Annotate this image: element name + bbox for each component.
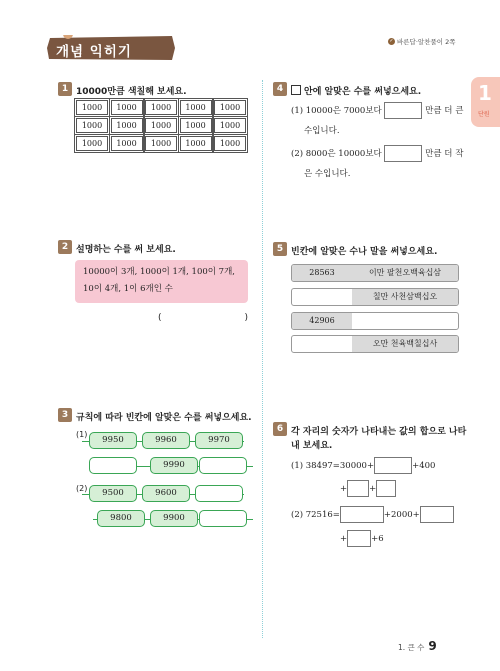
question-3-text: 규칙에 따라 빈칸에 알맞은 수를 써넣으세요. — [76, 413, 252, 423]
question-number-4: 4 — [273, 82, 287, 96]
number-answer-cell[interactable] — [292, 289, 352, 305]
column-divider — [262, 80, 263, 638]
question-number-3: 3 — [58, 408, 72, 422]
word-answer-cell[interactable] — [352, 313, 458, 329]
q2-line-1: 10000이 3개, 1000이 1개, 100이 7개, — [83, 267, 236, 277]
grid-cell[interactable]: 1000 — [111, 100, 143, 115]
q5-row — [291, 288, 459, 306]
q2-answer-blank[interactable] — [158, 313, 248, 323]
q5-row — [291, 335, 459, 353]
chain-1-label: (1) — [76, 430, 88, 439]
grid-cell[interactable]: 1000 — [111, 118, 143, 133]
grid-cell[interactable]: 1000 — [180, 136, 212, 151]
grid-cell[interactable]: 1000 — [145, 136, 177, 151]
grid-cell[interactable]: 1000 — [145, 118, 177, 133]
grid-cell[interactable]: 1000 — [145, 100, 177, 115]
q6-item-1-suffix: +400 — [412, 460, 436, 471]
q4-item-1-cont: 수입니다. — [304, 126, 340, 136]
page-footer — [398, 639, 437, 653]
grid-cell[interactable]: 1000 — [214, 118, 246, 133]
q6-item-1-prefix: (1) 38497=30000+ — [291, 460, 375, 471]
answer-box[interactable] — [199, 457, 247, 474]
question-number-5: 5 — [273, 242, 287, 256]
word-cell: 칠만 사천삼백십오 — [352, 289, 458, 305]
question-6-text-line-2: 내 보세요. — [291, 441, 333, 451]
q6-answer-box[interactable] — [347, 480, 369, 497]
q6-item-2-suffix: +6 — [371, 533, 384, 544]
grid-cell[interactable]: 1000 — [76, 136, 108, 151]
section-banner — [46, 35, 176, 61]
grid-cell[interactable]: 1000 — [76, 118, 108, 133]
q4-item-1-suffix: 만큼 더 큰 — [425, 106, 464, 116]
number-box: 9900 — [150, 510, 198, 527]
unit-label: 단원 — [478, 111, 490, 118]
grid-cell[interactable]: 1000 — [76, 100, 108, 115]
plus-sign: + — [340, 533, 348, 544]
q6-answer-box[interactable] — [376, 480, 396, 497]
question-5-text: 빈칸에 알맞은 수나 말을 써넣으세요. — [291, 247, 438, 257]
q1-coin-grid — [76, 100, 246, 151]
q6-item-2-line-1 — [291, 506, 454, 523]
number-box: 9950 — [89, 432, 137, 449]
q4-item-2-cont: 은 수입니다. — [304, 169, 351, 179]
question-number-2: 2 — [58, 240, 72, 254]
q2-description-box — [75, 260, 248, 303]
answer-reference — [388, 37, 456, 46]
q4-item-1-prefix: (1) 10000은 7000보다 — [291, 106, 382, 116]
question-1-text: 10000만큼 색칠해 보세요. — [76, 87, 187, 97]
q6-item-2-middle: +2000+ — [383, 509, 420, 520]
q6-item-1-line-2 — [340, 480, 396, 497]
number-box: 9500 — [89, 485, 137, 502]
grid-cell[interactable]: 1000 — [180, 100, 212, 115]
answer-box[interactable] — [195, 485, 243, 502]
check-icon: ✓ — [389, 38, 394, 44]
grid-cell[interactable]: 1000 — [214, 136, 246, 151]
word-cell: 이만 팔천오백육십삼 — [352, 265, 458, 281]
number-cell: 42906 — [292, 313, 352, 329]
q4-answer-box-1[interactable] — [384, 102, 422, 119]
question-4-text — [291, 84, 421, 97]
grid-cell[interactable]: 1000 — [180, 118, 212, 133]
q2-line-2: 10이 4개, 1이 6개인 수 — [83, 284, 173, 294]
unit-side-tab — [471, 77, 500, 127]
answer-box[interactable] — [199, 510, 247, 527]
q6-answer-box[interactable] — [347, 530, 371, 547]
q5-row — [291, 264, 459, 282]
paren-close: ) — [244, 313, 248, 323]
q6-item-2-line-2 — [340, 530, 384, 547]
number-box: 9990 — [150, 457, 198, 474]
q4-item-1 — [291, 102, 463, 119]
q5-row — [291, 312, 459, 330]
number-box: 9970 — [195, 432, 243, 449]
unit-number: 1 — [478, 81, 492, 105]
number-cell: 28563 — [292, 265, 352, 281]
question-4-label: 안에 알맞은 수를 써넣으세요. — [304, 87, 422, 97]
question-6-text-line-1: 각 자리의 숫자가 나타내는 값의 합으로 나타 — [291, 427, 467, 437]
plus-sign: + — [369, 483, 377, 494]
paren-open: ( — [158, 313, 162, 323]
page-number: 9 — [428, 639, 437, 653]
q4-item-2-suffix: 만큼 더 작 — [425, 149, 464, 159]
answer-reference-text: 바른답·알찬풀이 2쪽 — [397, 38, 456, 46]
question-number-1: 1 — [58, 82, 72, 96]
empty-box-icon — [291, 85, 301, 95]
chain-2-label: (2) — [76, 484, 88, 493]
grid-cell[interactable]: 1000 — [214, 100, 246, 115]
q6-answer-box[interactable] — [374, 457, 412, 474]
grid-cell[interactable]: 1000 — [111, 136, 143, 151]
number-box: 9800 — [97, 510, 145, 527]
q6-answer-box[interactable] — [340, 506, 384, 523]
banner-title: 개념 익히기 — [56, 44, 132, 60]
q4-answer-box-2[interactable] — [384, 145, 422, 162]
plus-sign: + — [340, 483, 348, 494]
word-cell: 오만 천육백칠십사 — [352, 336, 458, 352]
chapter-label: 1. 큰 수 — [398, 643, 425, 652]
number-answer-cell[interactable] — [292, 336, 352, 352]
number-box: 9960 — [142, 432, 190, 449]
question-2-text: 설명하는 수를 써 보세요. — [76, 245, 176, 255]
q4-item-2 — [291, 145, 463, 162]
q6-item-2-prefix: (2) 72516= — [291, 509, 340, 520]
answer-box[interactable] — [89, 457, 137, 474]
number-box: 9600 — [142, 485, 190, 502]
question-number-6: 6 — [273, 422, 287, 436]
q6-item-1-line-1 — [291, 457, 435, 474]
q4-item-2-prefix: (2) 8000은 10000보다 — [291, 149, 382, 159]
q6-answer-box[interactable] — [420, 506, 454, 523]
